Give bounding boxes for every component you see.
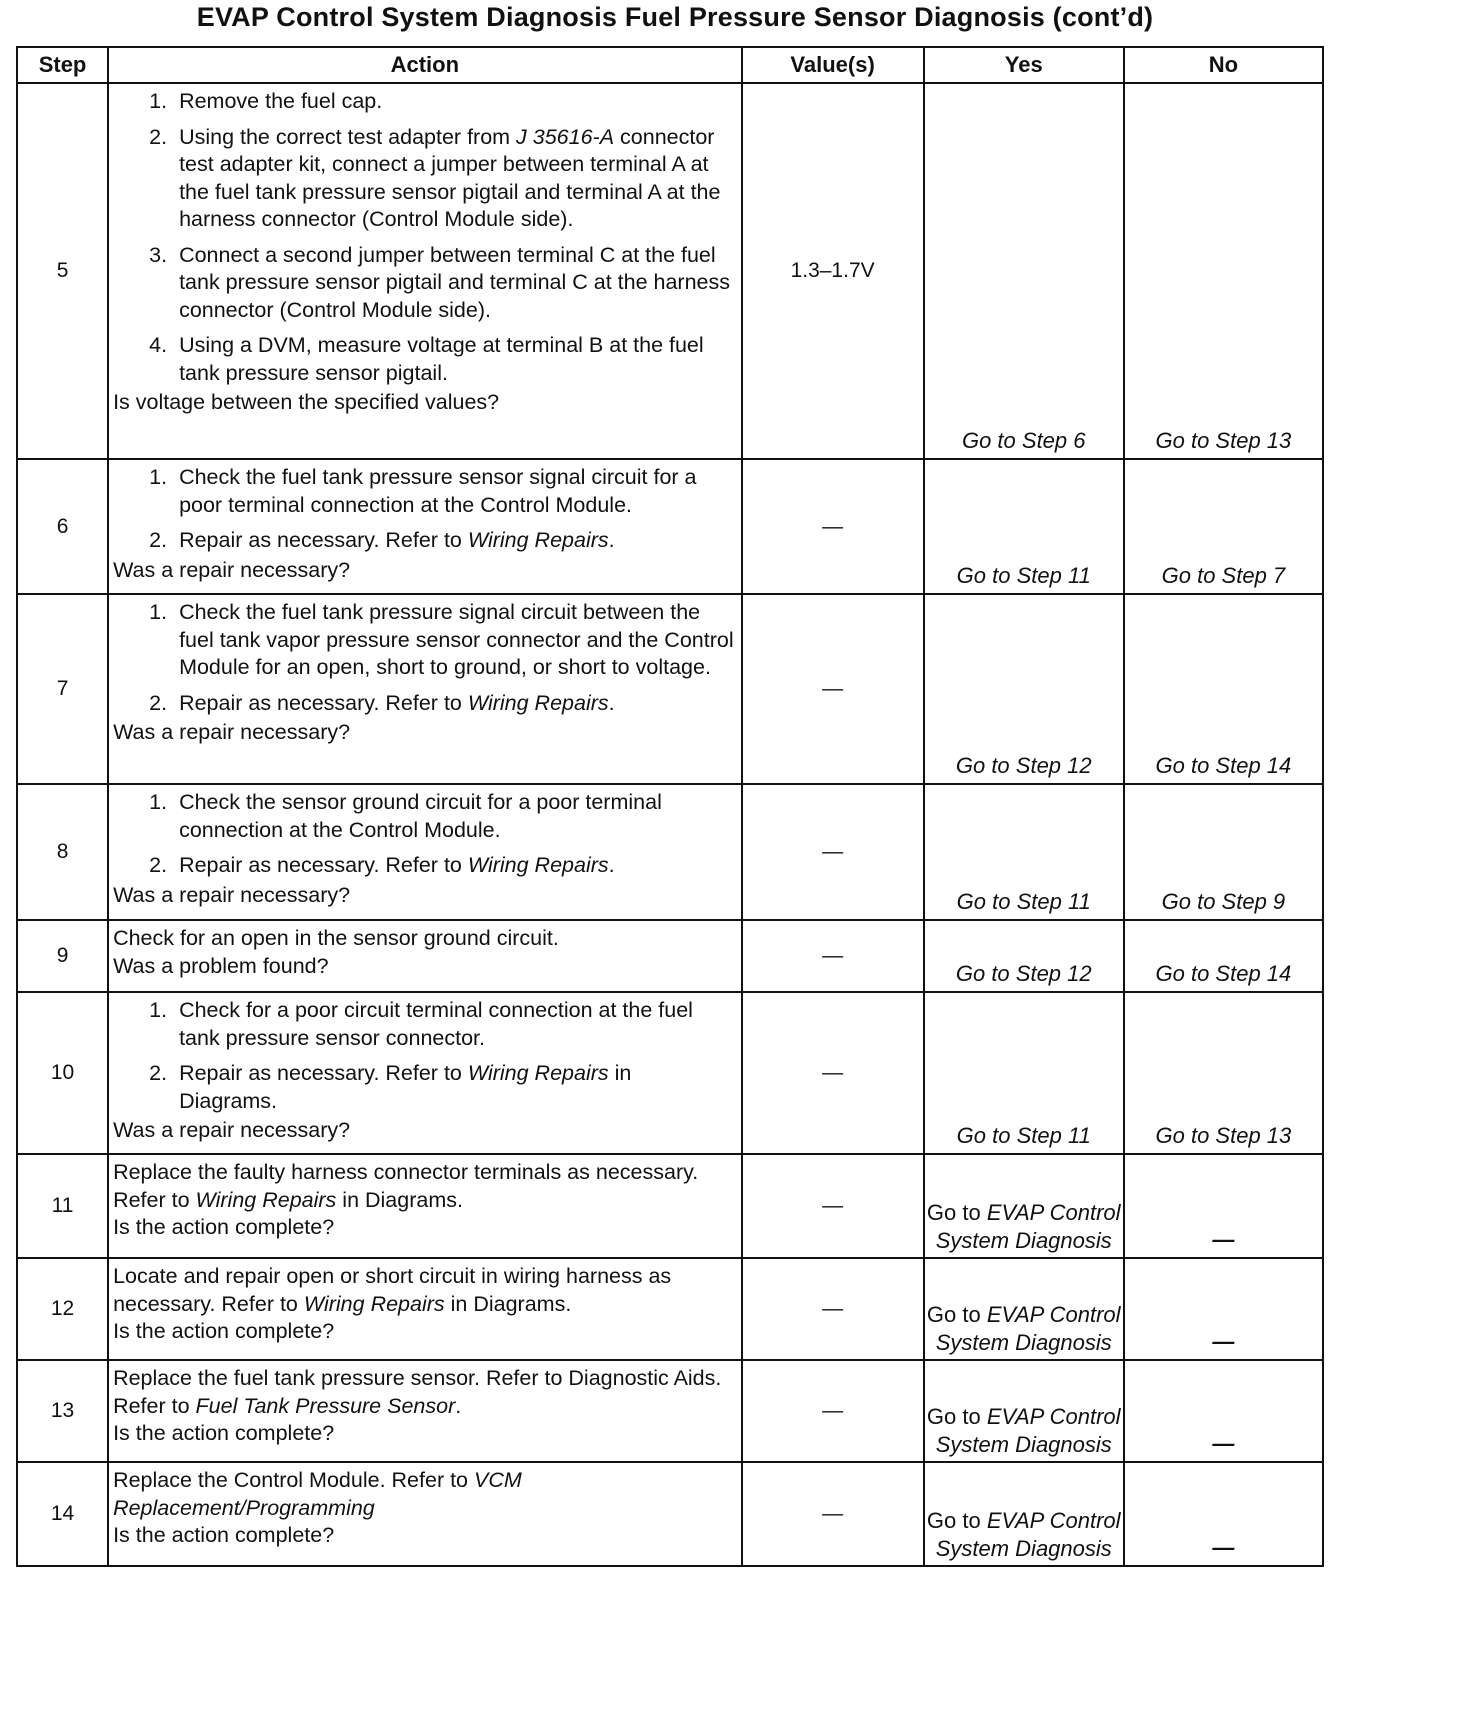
value-cell: — [742,1462,924,1566]
action-cell [108,1462,741,1566]
header-yes: Yes [924,47,1124,83]
value-cell: — [742,1360,924,1462]
value-cell: — [742,920,924,992]
yes-result: Go to EVAP Control System Diagnosis [924,1360,1124,1462]
table-row [17,594,1323,784]
action-question: Was a repair necessary? [113,1118,351,1142]
action-question: Was a repair necessary? [113,882,351,907]
action-item: 1. Check for a poor circuit terminal connection at the fuel tank pressure sensor connector. [173,997,734,1052]
action-question: Is the action complete? [113,1319,335,1343]
page-title: EVAP Control System Diagnosis Fuel Pressure Sensor Diagnosis (cont’d) [196,2,1154,32]
yes-result: Go to Step 11 [924,459,1124,594]
step-number: 13 [17,1360,108,1462]
action-question: Was a repair necessary? [113,557,351,582]
yes-result: Go to Step 12 [924,594,1124,784]
step-number: 10 [17,992,108,1154]
value-cell: 1.3–1.7V [742,83,924,459]
step-number: 6 [17,459,108,594]
action-item: 2. Repair as necessary. Refer to Wiring Repairs. [173,527,734,555]
yes-result: Go to Step 11 [924,784,1124,920]
action-text: Locate and repair open or short circuit in wiring harness as necessary. Refer to Wiring Repairs in Diagrams. [113,1264,672,1316]
value-cell: — [742,1258,924,1360]
no-result: Go to Step 14 [1124,594,1323,784]
table-row [17,1154,1323,1258]
action-item: 2. Using the correct test adapter from J 35616-A connector test adapter kit, connect a jumper between terminal A at the fuel tank pressure sensor pigtail and terminal A at the harness connector (Control Module side). [173,124,734,234]
action-question: Is voltage between the specified values? [113,390,500,414]
action-item: 2. Repair as necessary. Refer to Wiring Repairs. [173,690,734,718]
yes-result: Go to Step 11 [924,992,1124,1154]
table-row [17,1258,1323,1360]
action-cell [108,920,741,992]
no-result: — [1124,1462,1323,1566]
action-question: Is the action complete? [113,1421,335,1445]
action-item: 2. Repair as necessary. Refer to Wiring Repairs. [173,852,734,880]
yes-result: Go to EVAP Control System Diagnosis [924,1154,1124,1258]
header-no: No [1124,47,1323,83]
action-question: Was a problem found? [113,953,329,978]
value-cell: — [742,784,924,920]
header-row [17,47,1323,83]
step-number: 12 [17,1258,108,1360]
action-cell [108,992,741,1154]
action-text: Check for an open in the sensor ground circuit. [113,926,559,950]
yes-result: Go to EVAP Control System Diagnosis [924,1462,1124,1566]
action-cell [108,1154,741,1258]
action-cell [108,1258,741,1360]
no-result: Go to Step 9 [1124,784,1323,920]
action-item: 1. Remove the fuel cap. [173,88,734,116]
diagnosis-table [16,46,1324,1567]
action-cell [108,594,741,784]
action-item: 4. Using a DVM, measure voltage at terminal B at the fuel tank pressure sensor pigtail. [173,332,734,387]
table-row [17,992,1323,1154]
table-row [17,459,1323,594]
value-cell: — [742,594,924,784]
yes-result: Go to Step 6 [924,83,1124,459]
action-cell [108,459,741,594]
action-cell [108,784,741,920]
step-number: 14 [17,1462,108,1566]
table-row [17,1360,1323,1462]
table-row [17,920,1323,992]
action-item: 3. Connect a second jumper between terminal C at the fuel tank pressure sensor pigtail and terminal C at the harness connector (Control Module side). [173,242,734,325]
no-result: — [1124,1154,1323,1258]
table-row [17,1462,1323,1566]
action-cell [108,1360,741,1462]
value-cell: — [742,459,924,594]
header-value: Value(s) [742,47,924,83]
action-cell [108,83,741,459]
no-result: Go to Step 7 [1124,459,1323,594]
action-text: Replace the fuel tank pressure sensor. Refer to Diagnostic Aids. Refer to Fuel Tank Pressure Sensor. [113,1366,722,1418]
action-item: 1. Check the fuel tank pressure signal circuit between the fuel tank vapor pressure sensor connector and the Control Module for an open, short to ground, or short to voltage. [173,599,734,682]
value-cell: — [742,992,924,1154]
no-result: Go to Step 13 [1124,83,1323,459]
action-question: Is the action complete? [113,1215,335,1239]
action-item: 2. Repair as necessary. Refer to Wiring Repairs in Diagrams. [173,1060,734,1115]
action-item: 1. Check the fuel tank pressure sensor signal circuit for a poor terminal connection at the Control Module. [173,464,734,519]
value-cell: — [742,1154,924,1258]
action-question: Is the action complete? [113,1523,335,1547]
action-text: Replace the Control Module. Refer to VCM Replacement/Programming [113,1468,522,1520]
yes-result: Go to Step 12 [924,920,1124,992]
step-number: 9 [17,920,108,992]
header-action: Action [108,47,741,83]
no-result: — [1124,1258,1323,1360]
step-number: 7 [17,594,108,784]
header-step: Step [17,47,108,83]
no-result: Go to Step 13 [1124,992,1323,1154]
yes-result: Go to EVAP Control System Diagnosis [924,1258,1124,1360]
action-question: Was a repair necessary? [113,720,351,744]
table-row [17,784,1323,920]
step-number: 11 [17,1154,108,1258]
action-item: 1. Check the sensor ground circuit for a poor terminal connection at the Control Module. [173,789,734,844]
no-result: — [1124,1360,1323,1462]
no-result: Go to Step 14 [1124,920,1323,992]
table-row [17,83,1323,459]
action-text: Replace the faulty harness connector terminals as necessary. Refer to Wiring Repairs in Diagrams. [113,1160,699,1212]
step-number: 8 [17,784,108,920]
step-number: 5 [17,83,108,459]
